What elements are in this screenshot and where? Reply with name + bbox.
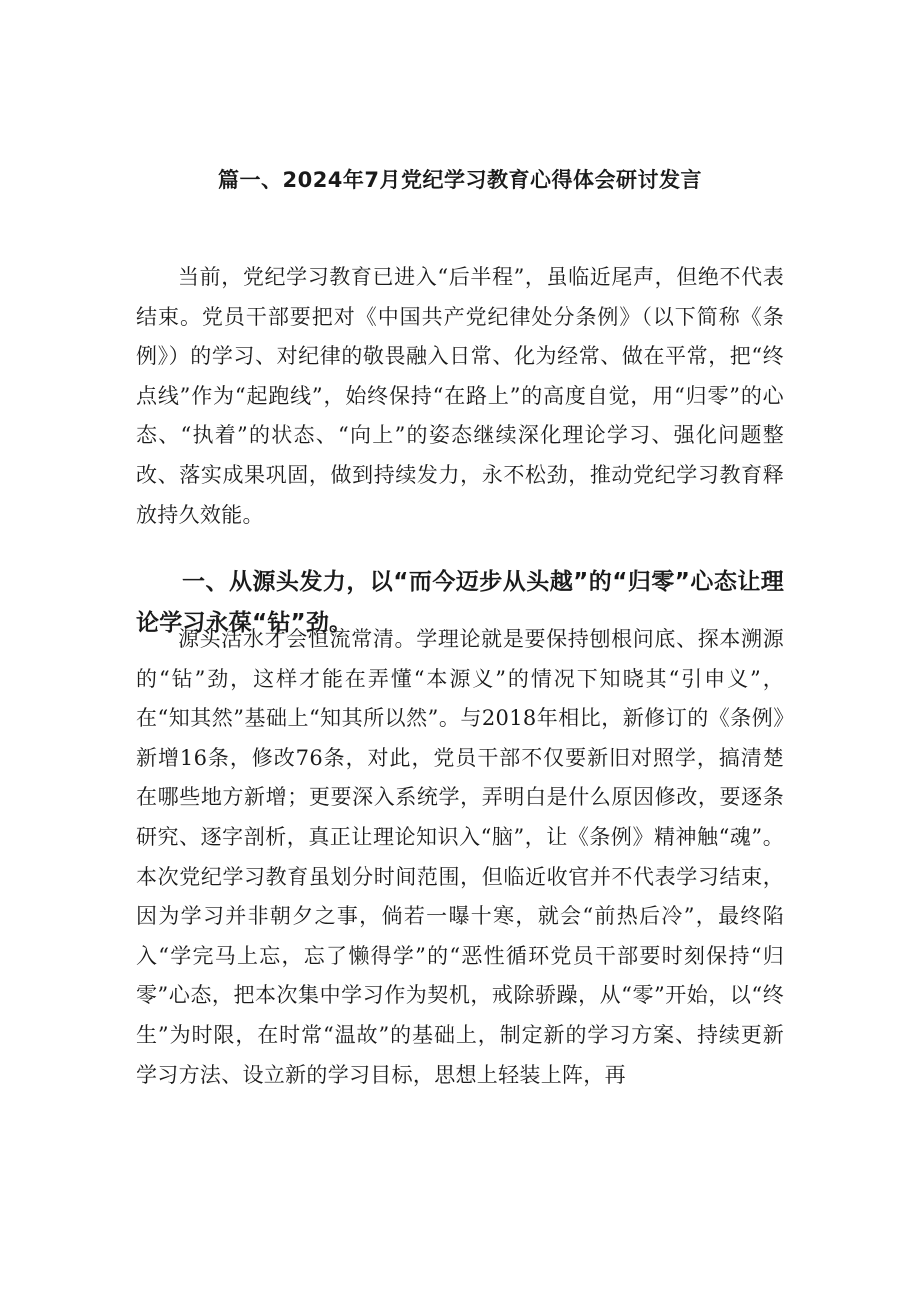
intro-paragraph: 当前，党纪学习教育已进入“后半程”，虽临近尾声，但绝不代表结束。党员干部要把对《中国共产党纪律处分条例》（以下简称《条例》）的学习、对纪律的敬畏融入日常、化为经常、做在平常，把“终点线”作为“起跑线”，始终保持“在路上”的高度自觉，用“归零”的心态、“执着”的状态、“向上”的姿态继续深化理论学习、强化问题整改、落实成果巩固，做到持续发力，永不松劲，推动党纪学习教育释放持久效能。 <box>136 265 784 527</box>
section-heading-1: 一、从源头发力，以“而今迈步从头越”的“归零”心态让理论学习永葆“钻”劲。 <box>136 569 784 636</box>
section-1-paragraph: 源头活水才会恒流常清。学理论就是要保持刨根问底、探本溯源的“钻”劲，这样才能在弄懂“本源义”的情况下知晓其“引申义”，在“知其然”基础上“知其所以然”。与2018年相比，新修订的《条例》新增16条，修改76条，对此，党员干部不仅要新旧对照学，搞清楚在哪些地方新增；更要深入系统学，弄明白是什么原因修改，要逐条研究、逐字剖析，真正让理论知识入“脑”，让《条例》精神触“魂”。本次党纪学习教育虽划分时间范围，但临近收官并不代表学习结束，因为学习并非朝夕之事，倘若一曝十寒，就会“前热后冷”，最终陷入“学完马上忘，忘了懒得学”的“恶性循环党员干部要时刻保持“归零”心态，把本次集中学习作为契机，戒除骄躁，从“零”开始，以“终生”为时限，在时常“温故”的基础上，制定新的学习方案、持续更新学习方法、设立新的学习目标，思想上轻装上阵，再 <box>136 627 784 1087</box>
document-title: 篇一、2024年7月党纪学习教育心得体会研讨发言 <box>217 168 703 192</box>
